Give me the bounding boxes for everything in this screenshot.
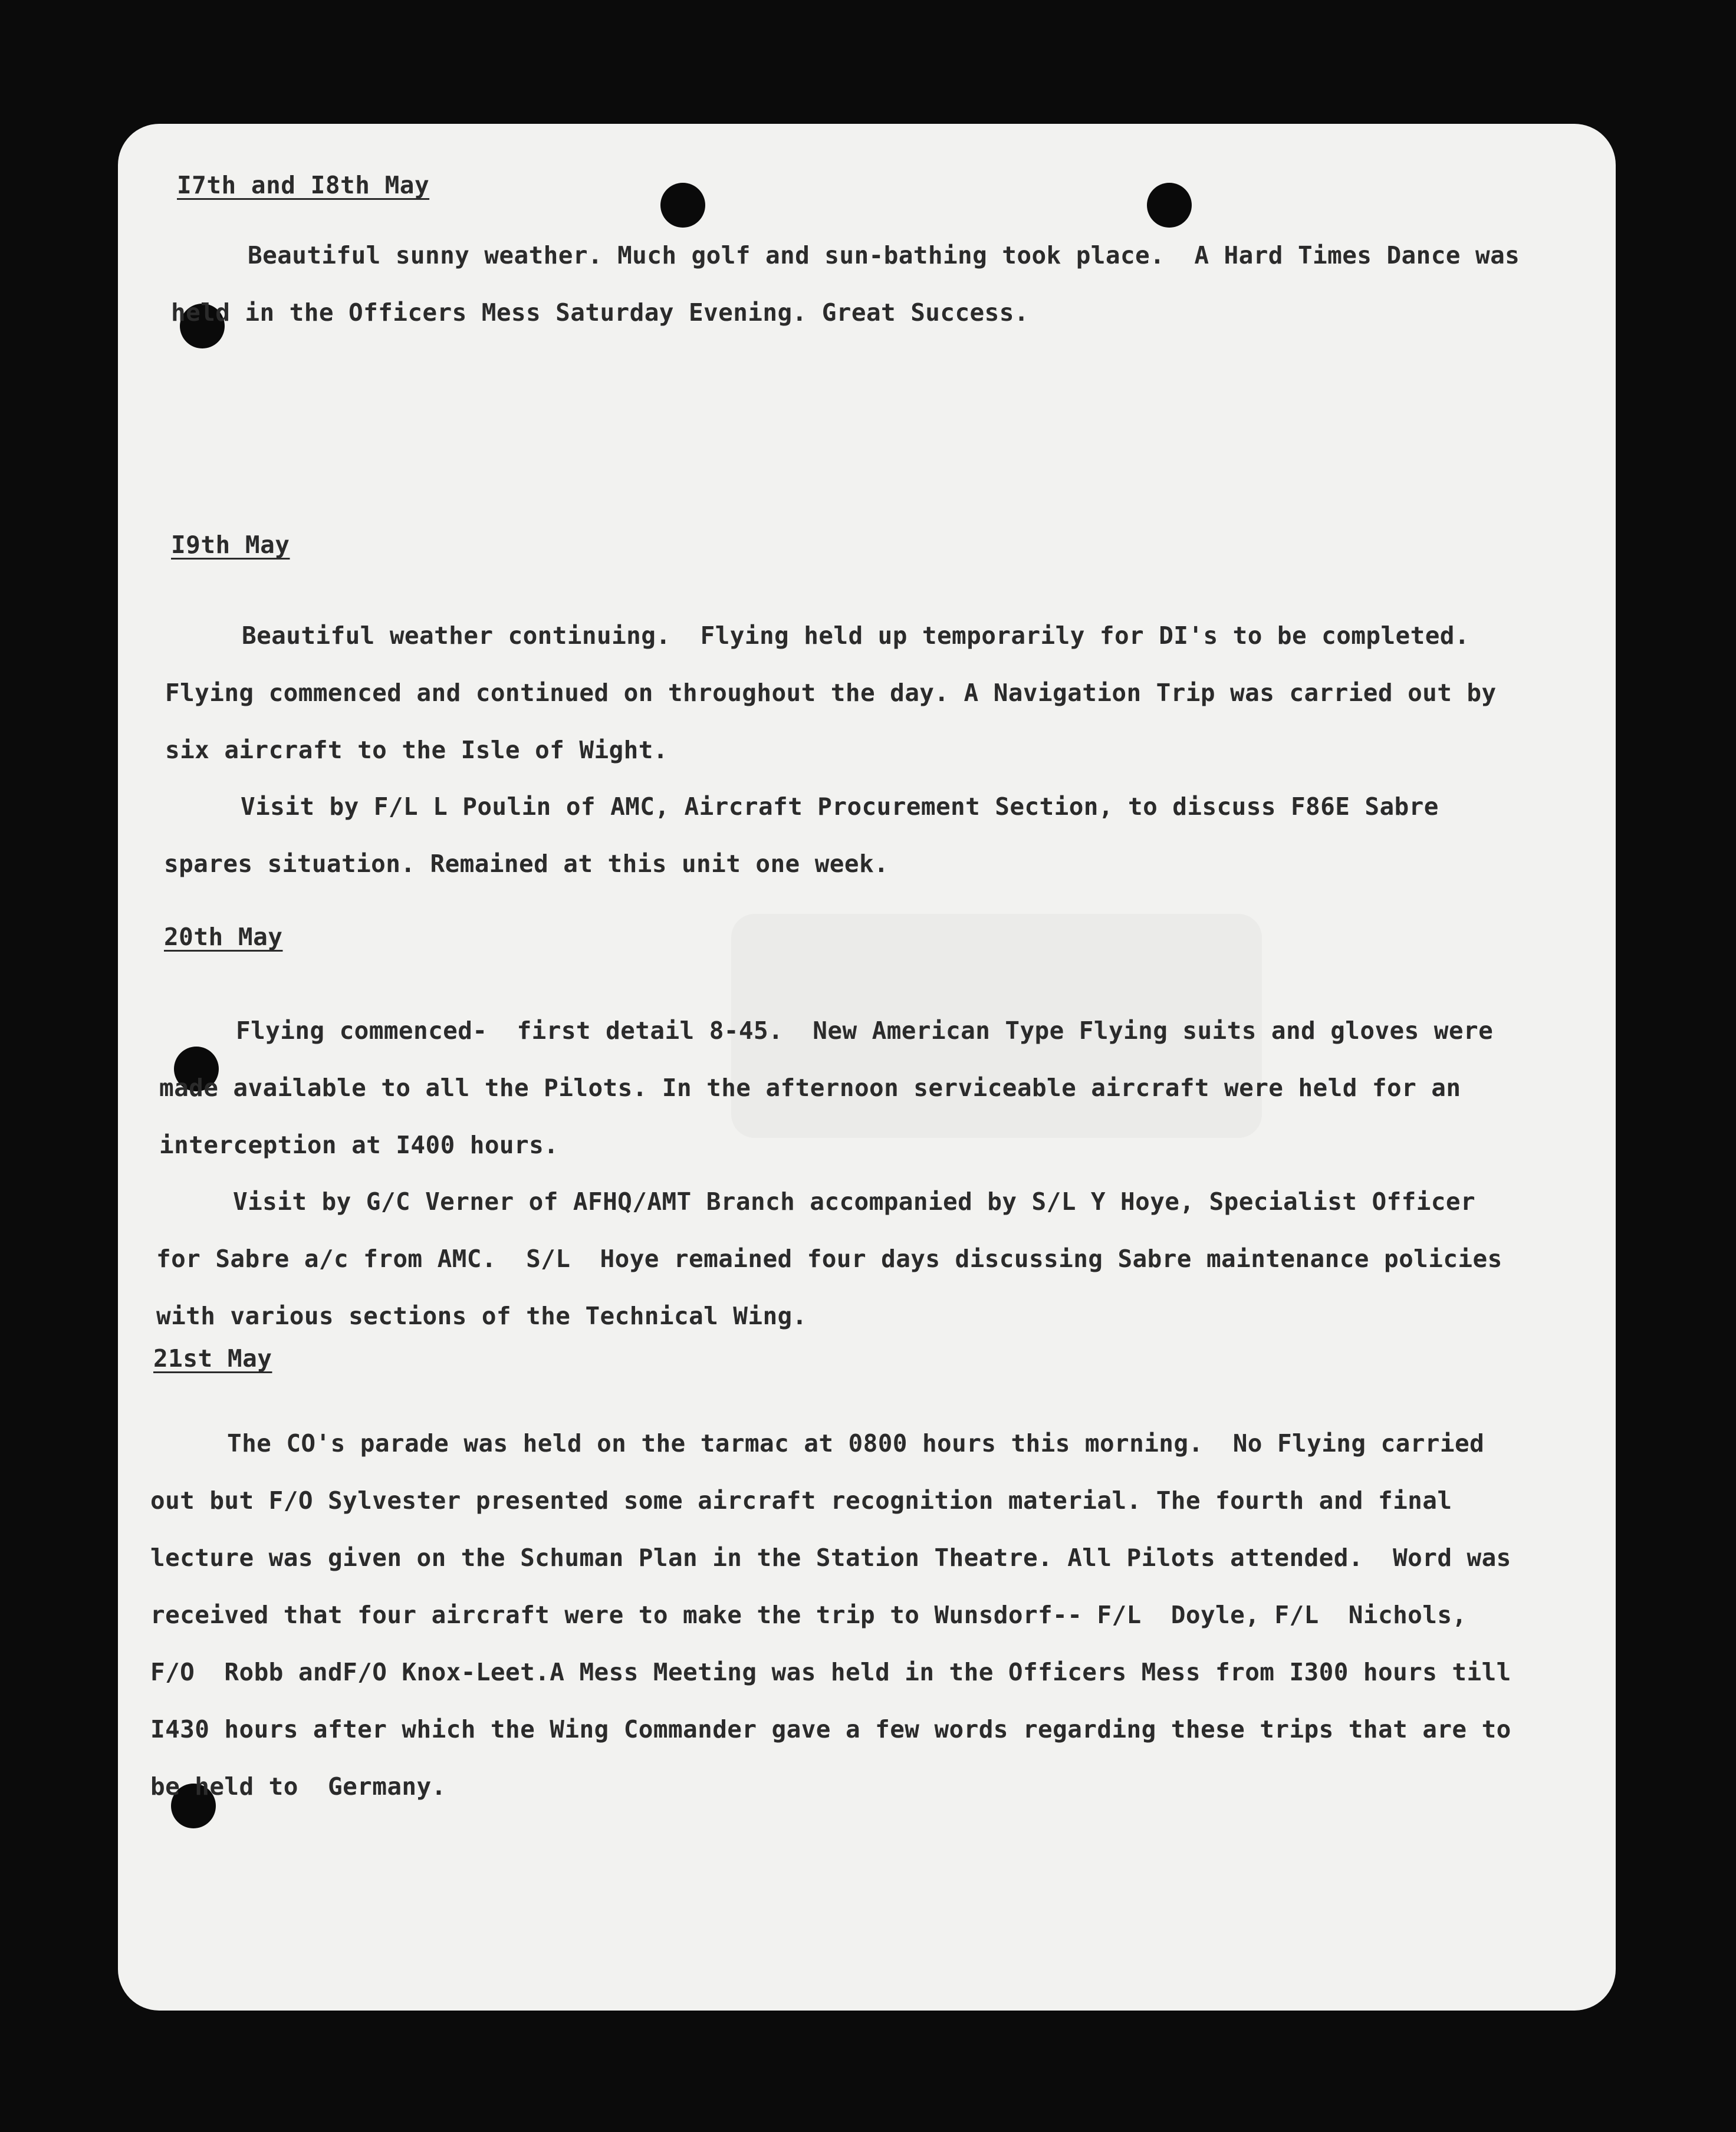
entry-heading-20-may: 20th May	[164, 923, 283, 951]
punch-hole	[1147, 183, 1192, 228]
entry-paragraph: The CO's parade was held on the tarmac at 0800 hours this morning. No Flying carried out but F/O Sylvester presented some aircraft recognition material. The fourth and final lecture was given on the Schuman Plan in the Station Theatre. All Pilots attended. Word was received that four aircraft were to make the trip to Wunsdorf-- F/L Doyle, F/L Nichols, F/O Robb andF/O Knox-Leet.A Mess Meeting was held in the Officers Mess from I300 hours till I430 hours after which the Wing Commander gave a few words regarding these trips that are to be held to Germany.	[150, 1429, 1526, 1801]
entry-paragraph: Visit by G/C Verner of AFHQ/AMT Branch accompanied by S/L Y Hoye, Specialist Officer for Sabre a/c from AMC. S/L Hoye remained four days discussing Sabre maintenance policies with various sections of the Technical Wing.	[156, 1187, 1517, 1330]
entry-heading-19-may: I9th May	[171, 531, 290, 559]
entry-heading-21-may: 21st May	[153, 1344, 272, 1373]
entry-heading-17-18-may: I7th and I8th May	[177, 171, 430, 199]
entry-paragraph: Visit by F/L L Poulin of AMC, Aircraft Procurement Section, to discuss F86E Sabre spares situation. Remained at this unit one week.	[164, 792, 1454, 878]
entry-paragraph: Beautiful sunny weather. Much golf and sun-bathing took place. A Hard Times Dance was held in the Officers Mess Saturday Evening. Great Success.	[171, 241, 1535, 327]
entry-paragraph: Flying commenced- first detail 8-45. New American Type Flying suits and gloves were made available to all the Pilots. In the afternoon serviceable aircraft were held for an interception at I400 hours.	[159, 1016, 1508, 1159]
entry-paragraph: Beautiful weather continuing. Flying held up temporarily for DI's to be completed. Flying commenced and continued on throughout the day. A Navigation Trip was carried out by six aircraft to the Isle of Wight.	[165, 621, 1511, 764]
punch-hole	[660, 183, 705, 228]
